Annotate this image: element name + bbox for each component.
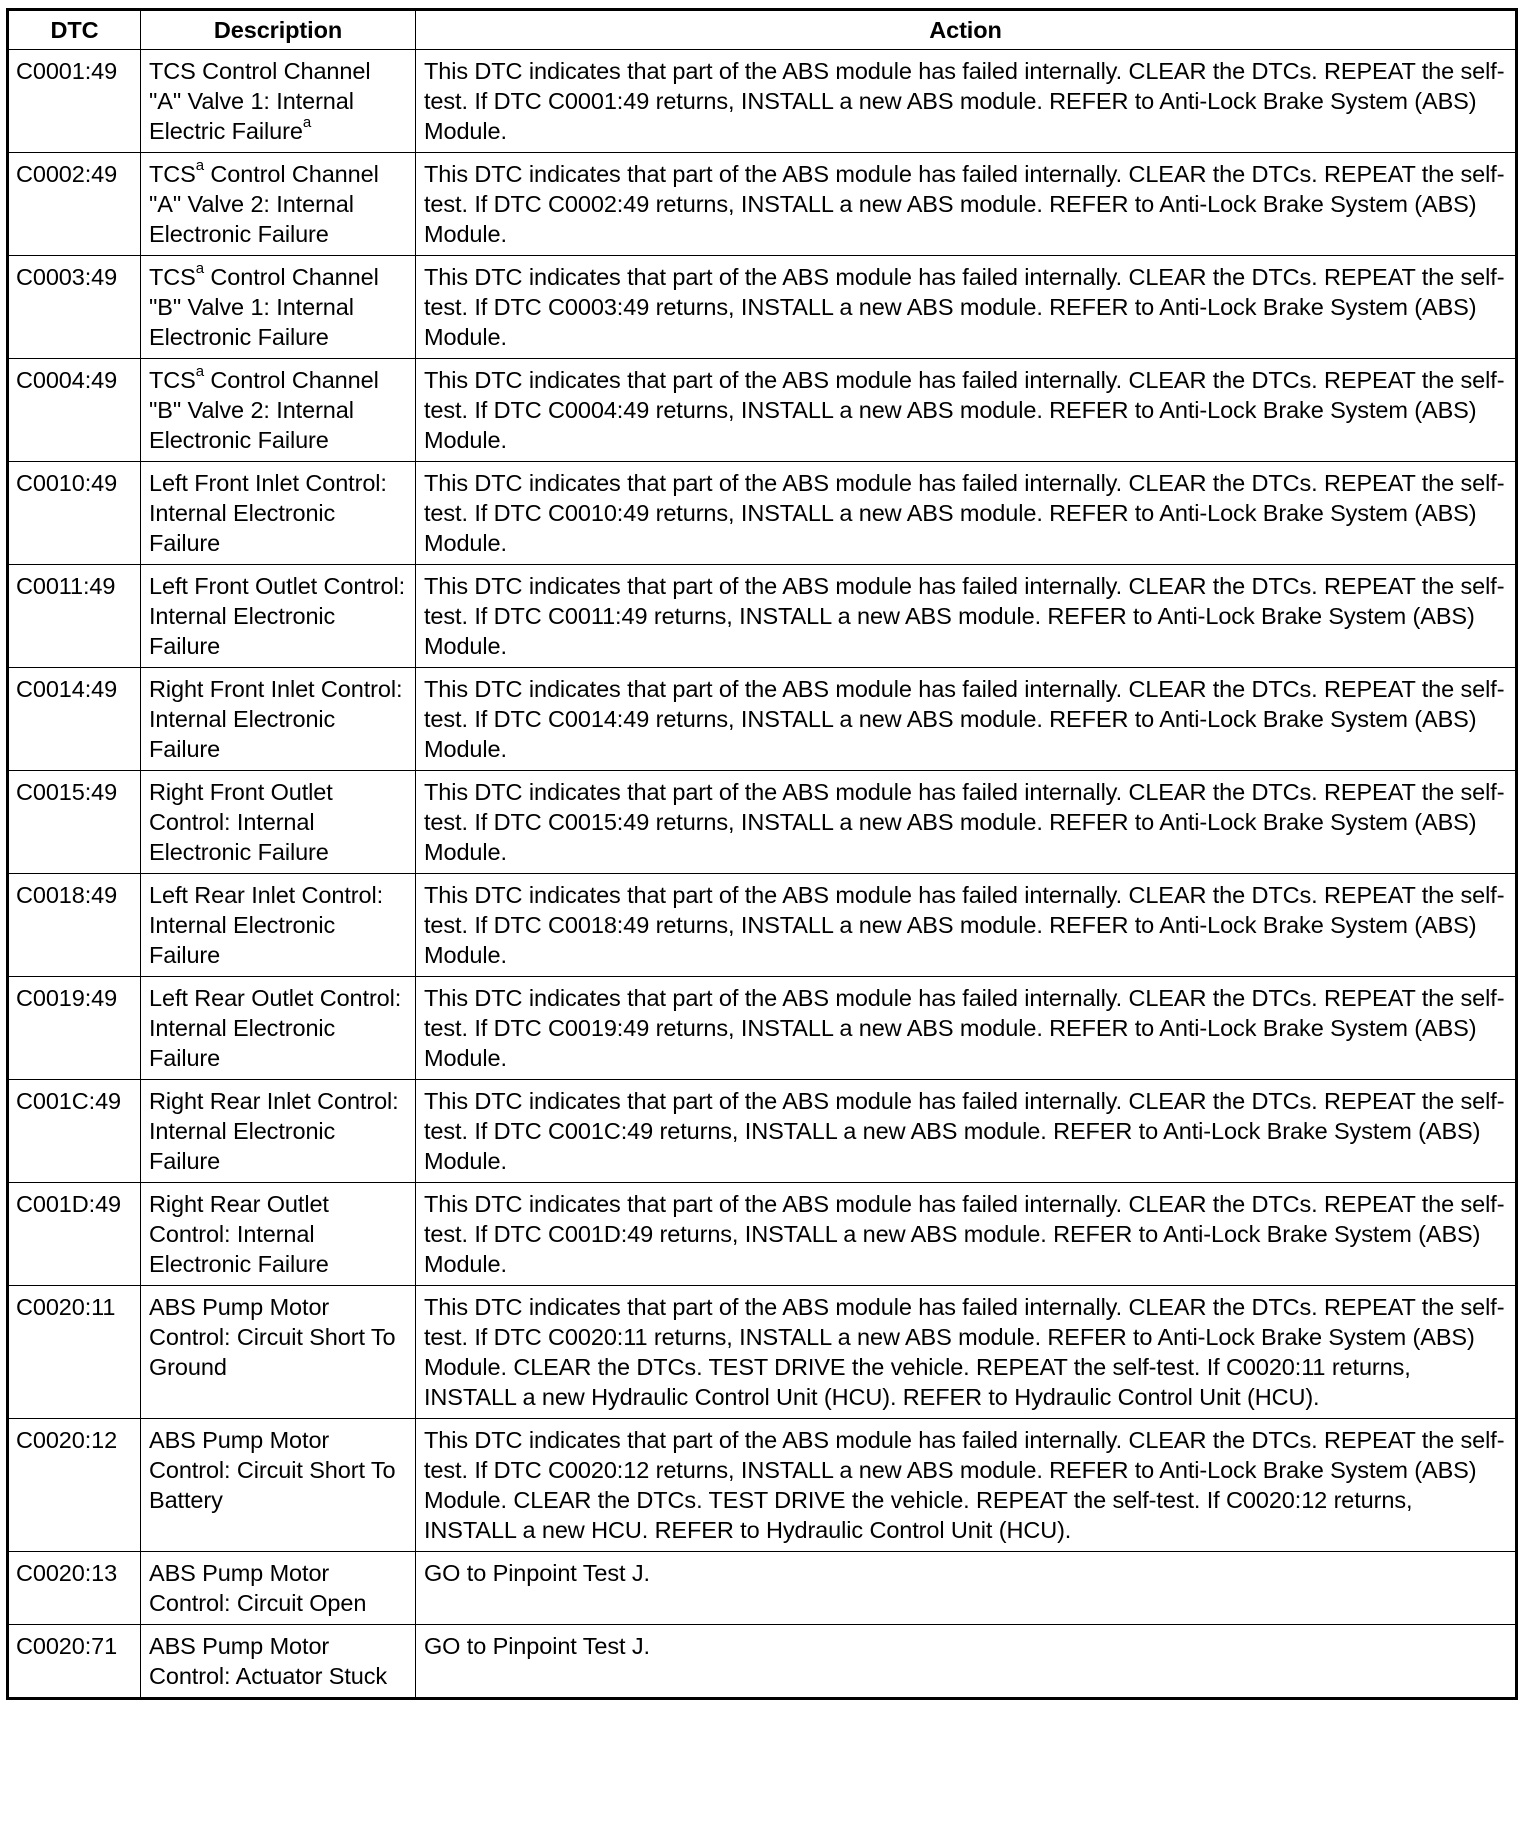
dtc-code: C0010:49 xyxy=(8,462,141,565)
dtc-action: This DTC indicates that part of the ABS module has failed internally. CLEAR the DTCs. REPEAT the self-test. If DTC C0015:49 returns, INSTALL a new ABS module. REFER to Anti-Lock Brake System (ABS) Module. xyxy=(416,771,1517,874)
dtc-code: C0015:49 xyxy=(8,771,141,874)
dtc-code: C0020:13 xyxy=(8,1552,141,1625)
column-header-action: Action xyxy=(416,10,1517,50)
table-row xyxy=(8,50,1517,153)
table-row xyxy=(8,1080,1517,1183)
dtc-code: C001D:49 xyxy=(8,1183,141,1286)
dtc-description: Left Front Outlet Control: Internal Electronic Failure xyxy=(141,565,416,668)
dtc-description: Left Front Inlet Control: Internal Electronic Failure xyxy=(141,462,416,565)
dtc-action: This DTC indicates that part of the ABS module has failed internally. CLEAR the DTCs. REPEAT the self-test. If DTC C0002:49 returns, INSTALL a new ABS module. REFER to Anti-Lock Brake System (ABS) Module. xyxy=(416,153,1517,256)
dtc-code: C0004:49 xyxy=(8,359,141,462)
dtc-action: This DTC indicates that part of the ABS module has failed internally. CLEAR the DTCs. REPEAT the self-test. If DTC C0020:12 returns, INSTALL a new ABS module. REFER to Anti-Lock Brake System (ABS) Module. CLEAR the DTCs. TEST DRIVE the vehicle. REPEAT the self-test. If C0020:12 returns, INSTALL a new HCU. REFER to Hydraulic Control Unit (HCU). xyxy=(416,1419,1517,1552)
table-row xyxy=(8,874,1517,977)
table-row xyxy=(8,1286,1517,1419)
dtc-code: C001C:49 xyxy=(8,1080,141,1183)
table-header-row xyxy=(8,10,1517,50)
footnote-marker: a xyxy=(195,363,204,381)
table-row xyxy=(8,668,1517,771)
dtc-action: This DTC indicates that part of the ABS module has failed internally. CLEAR the DTCs. REPEAT the self-test. If DTC C0020:11 returns, INSTALL a new ABS module. REFER to Anti-Lock Brake System (ABS) Module. CLEAR the DTCs. TEST DRIVE the vehicle. REPEAT the self-test. If C0020:11 returns, INSTALL a new Hydraulic Control Unit (HCU). REFER to Hydraulic Control Unit (HCU). xyxy=(416,1286,1517,1419)
dtc-code: C0019:49 xyxy=(8,977,141,1080)
dtc-action: This DTC indicates that part of the ABS module has failed internally. CLEAR the DTCs. REPEAT the self-test. If DTC C0018:49 returns, INSTALL a new ABS module. REFER to Anti-Lock Brake System (ABS) Module. xyxy=(416,874,1517,977)
dtc-description: ABS Pump Motor Control: Circuit Short To Battery xyxy=(141,1419,416,1552)
table-row xyxy=(8,977,1517,1080)
description-text-prefix: TCS xyxy=(149,161,196,187)
dtc-description xyxy=(141,50,416,153)
dtc-code: C0020:12 xyxy=(8,1419,141,1552)
dtc-code: C0002:49 xyxy=(8,153,141,256)
footnote-marker: a xyxy=(195,260,204,278)
dtc-description: Left Rear Inlet Control: Internal Electronic Failure xyxy=(141,874,416,977)
footnote-marker: a xyxy=(195,157,204,175)
dtc-action: GO to Pinpoint Test J. xyxy=(416,1552,1517,1625)
description-text: Control Channel "B" Valve 2: Internal Electronic Failure xyxy=(149,367,379,453)
dtc-action: This DTC indicates that part of the ABS module has failed internally. CLEAR the DTCs. REPEAT the self-test. If DTC C001C:49 returns, INSTALL a new ABS module. REFER to Anti-Lock Brake System (ABS) Module. xyxy=(416,1080,1517,1183)
dtc-action: GO to Pinpoint Test J. xyxy=(416,1625,1517,1699)
dtc-description xyxy=(141,153,416,256)
description-text: TCS Control Channel "A" Valve 1: Internal Electric Failure xyxy=(149,58,371,144)
dtc-description xyxy=(141,359,416,462)
dtc-code: C0020:11 xyxy=(8,1286,141,1419)
dtc-description: Right Rear Outlet Control: Internal Electronic Failure xyxy=(141,1183,416,1286)
table-row xyxy=(8,565,1517,668)
dtc-action: This DTC indicates that part of the ABS module has failed internally. CLEAR the DTCs. REPEAT the self-test. If DTC C0004:49 returns, INSTALL a new ABS module. REFER to Anti-Lock Brake System (ABS) Module. xyxy=(416,359,1517,462)
table-body xyxy=(8,50,1517,1699)
table-row xyxy=(8,771,1517,874)
table-row xyxy=(8,359,1517,462)
dtc-code: C0018:49 xyxy=(8,874,141,977)
dtc-description: ABS Pump Motor Control: Circuit Open xyxy=(141,1552,416,1625)
table-row xyxy=(8,256,1517,359)
description-text: Control Channel "B" Valve 1: Internal Electronic Failure xyxy=(149,264,379,350)
dtc-action: This DTC indicates that part of the ABS module has failed internally. CLEAR the DTCs. REPEAT the self-test. If DTC C001D:49 returns, INSTALL a new ABS module. REFER to Anti-Lock Brake System (ABS) Module. xyxy=(416,1183,1517,1286)
dtc-action: This DTC indicates that part of the ABS module has failed internally. CLEAR the DTCs. REPEAT the self-test. If DTC C0011:49 returns, INSTALL a new ABS module. REFER to Anti-Lock Brake System (ABS) Module. xyxy=(416,565,1517,668)
dtc-code: C0011:49 xyxy=(8,565,141,668)
dtc-description: Right Front Outlet Control: Internal Electronic Failure xyxy=(141,771,416,874)
column-header-description: Description xyxy=(141,10,416,50)
dtc-action: This DTC indicates that part of the ABS module has failed internally. CLEAR the DTCs. REPEAT the self-test. If DTC C0014:49 returns, INSTALL a new ABS module. REFER to Anti-Lock Brake System (ABS) Module. xyxy=(416,668,1517,771)
table-row xyxy=(8,462,1517,565)
table-row xyxy=(8,1183,1517,1286)
footnote-marker: a xyxy=(302,114,312,132)
table-row xyxy=(8,153,1517,256)
dtc-description: ABS Pump Motor Control: Actuator Stuck xyxy=(141,1625,416,1699)
dtc-action: This DTC indicates that part of the ABS module has failed internally. CLEAR the DTCs. REPEAT the self-test. If DTC C0010:49 returns, INSTALL a new ABS module. REFER to Anti-Lock Brake System (ABS) Module. xyxy=(416,462,1517,565)
dtc-table xyxy=(6,8,1518,1700)
description-text-prefix: TCS xyxy=(149,367,196,393)
dtc-description: Right Front Inlet Control: Internal Electronic Failure xyxy=(141,668,416,771)
dtc-action: This DTC indicates that part of the ABS module has failed internally. CLEAR the DTCs. REPEAT the self-test. If DTC C0003:49 returns, INSTALL a new ABS module. REFER to Anti-Lock Brake System (ABS) Module. xyxy=(416,256,1517,359)
column-header-dtc: DTC xyxy=(8,10,141,50)
dtc-description: Right Rear Inlet Control: Internal Electronic Failure xyxy=(141,1080,416,1183)
dtc-code: C0020:71 xyxy=(8,1625,141,1699)
dtc-action: This DTC indicates that part of the ABS module has failed internally. CLEAR the DTCs. REPEAT the self-test. If DTC C0001:49 returns, INSTALL a new ABS module. REFER to Anti-Lock Brake System (ABS) Module. xyxy=(416,50,1517,153)
table-row xyxy=(8,1625,1517,1699)
dtc-description xyxy=(141,256,416,359)
dtc-description: ABS Pump Motor Control: Circuit Short To Ground xyxy=(141,1286,416,1419)
dtc-description: Left Rear Outlet Control: Internal Electronic Failure xyxy=(141,977,416,1080)
table-row xyxy=(8,1419,1517,1552)
dtc-action: This DTC indicates that part of the ABS module has failed internally. CLEAR the DTCs. REPEAT the self-test. If DTC C0019:49 returns, INSTALL a new ABS module. REFER to Anti-Lock Brake System (ABS) Module. xyxy=(416,977,1517,1080)
description-text-prefix: TCS xyxy=(149,264,196,290)
dtc-code: C0003:49 xyxy=(8,256,141,359)
dtc-code: C0001:49 xyxy=(8,50,141,153)
dtc-table-container xyxy=(6,8,1515,1700)
dtc-code: C0014:49 xyxy=(8,668,141,771)
table-row xyxy=(8,1552,1517,1625)
description-text: Control Channel "A" Valve 2: Internal Electronic Failure xyxy=(149,161,379,247)
